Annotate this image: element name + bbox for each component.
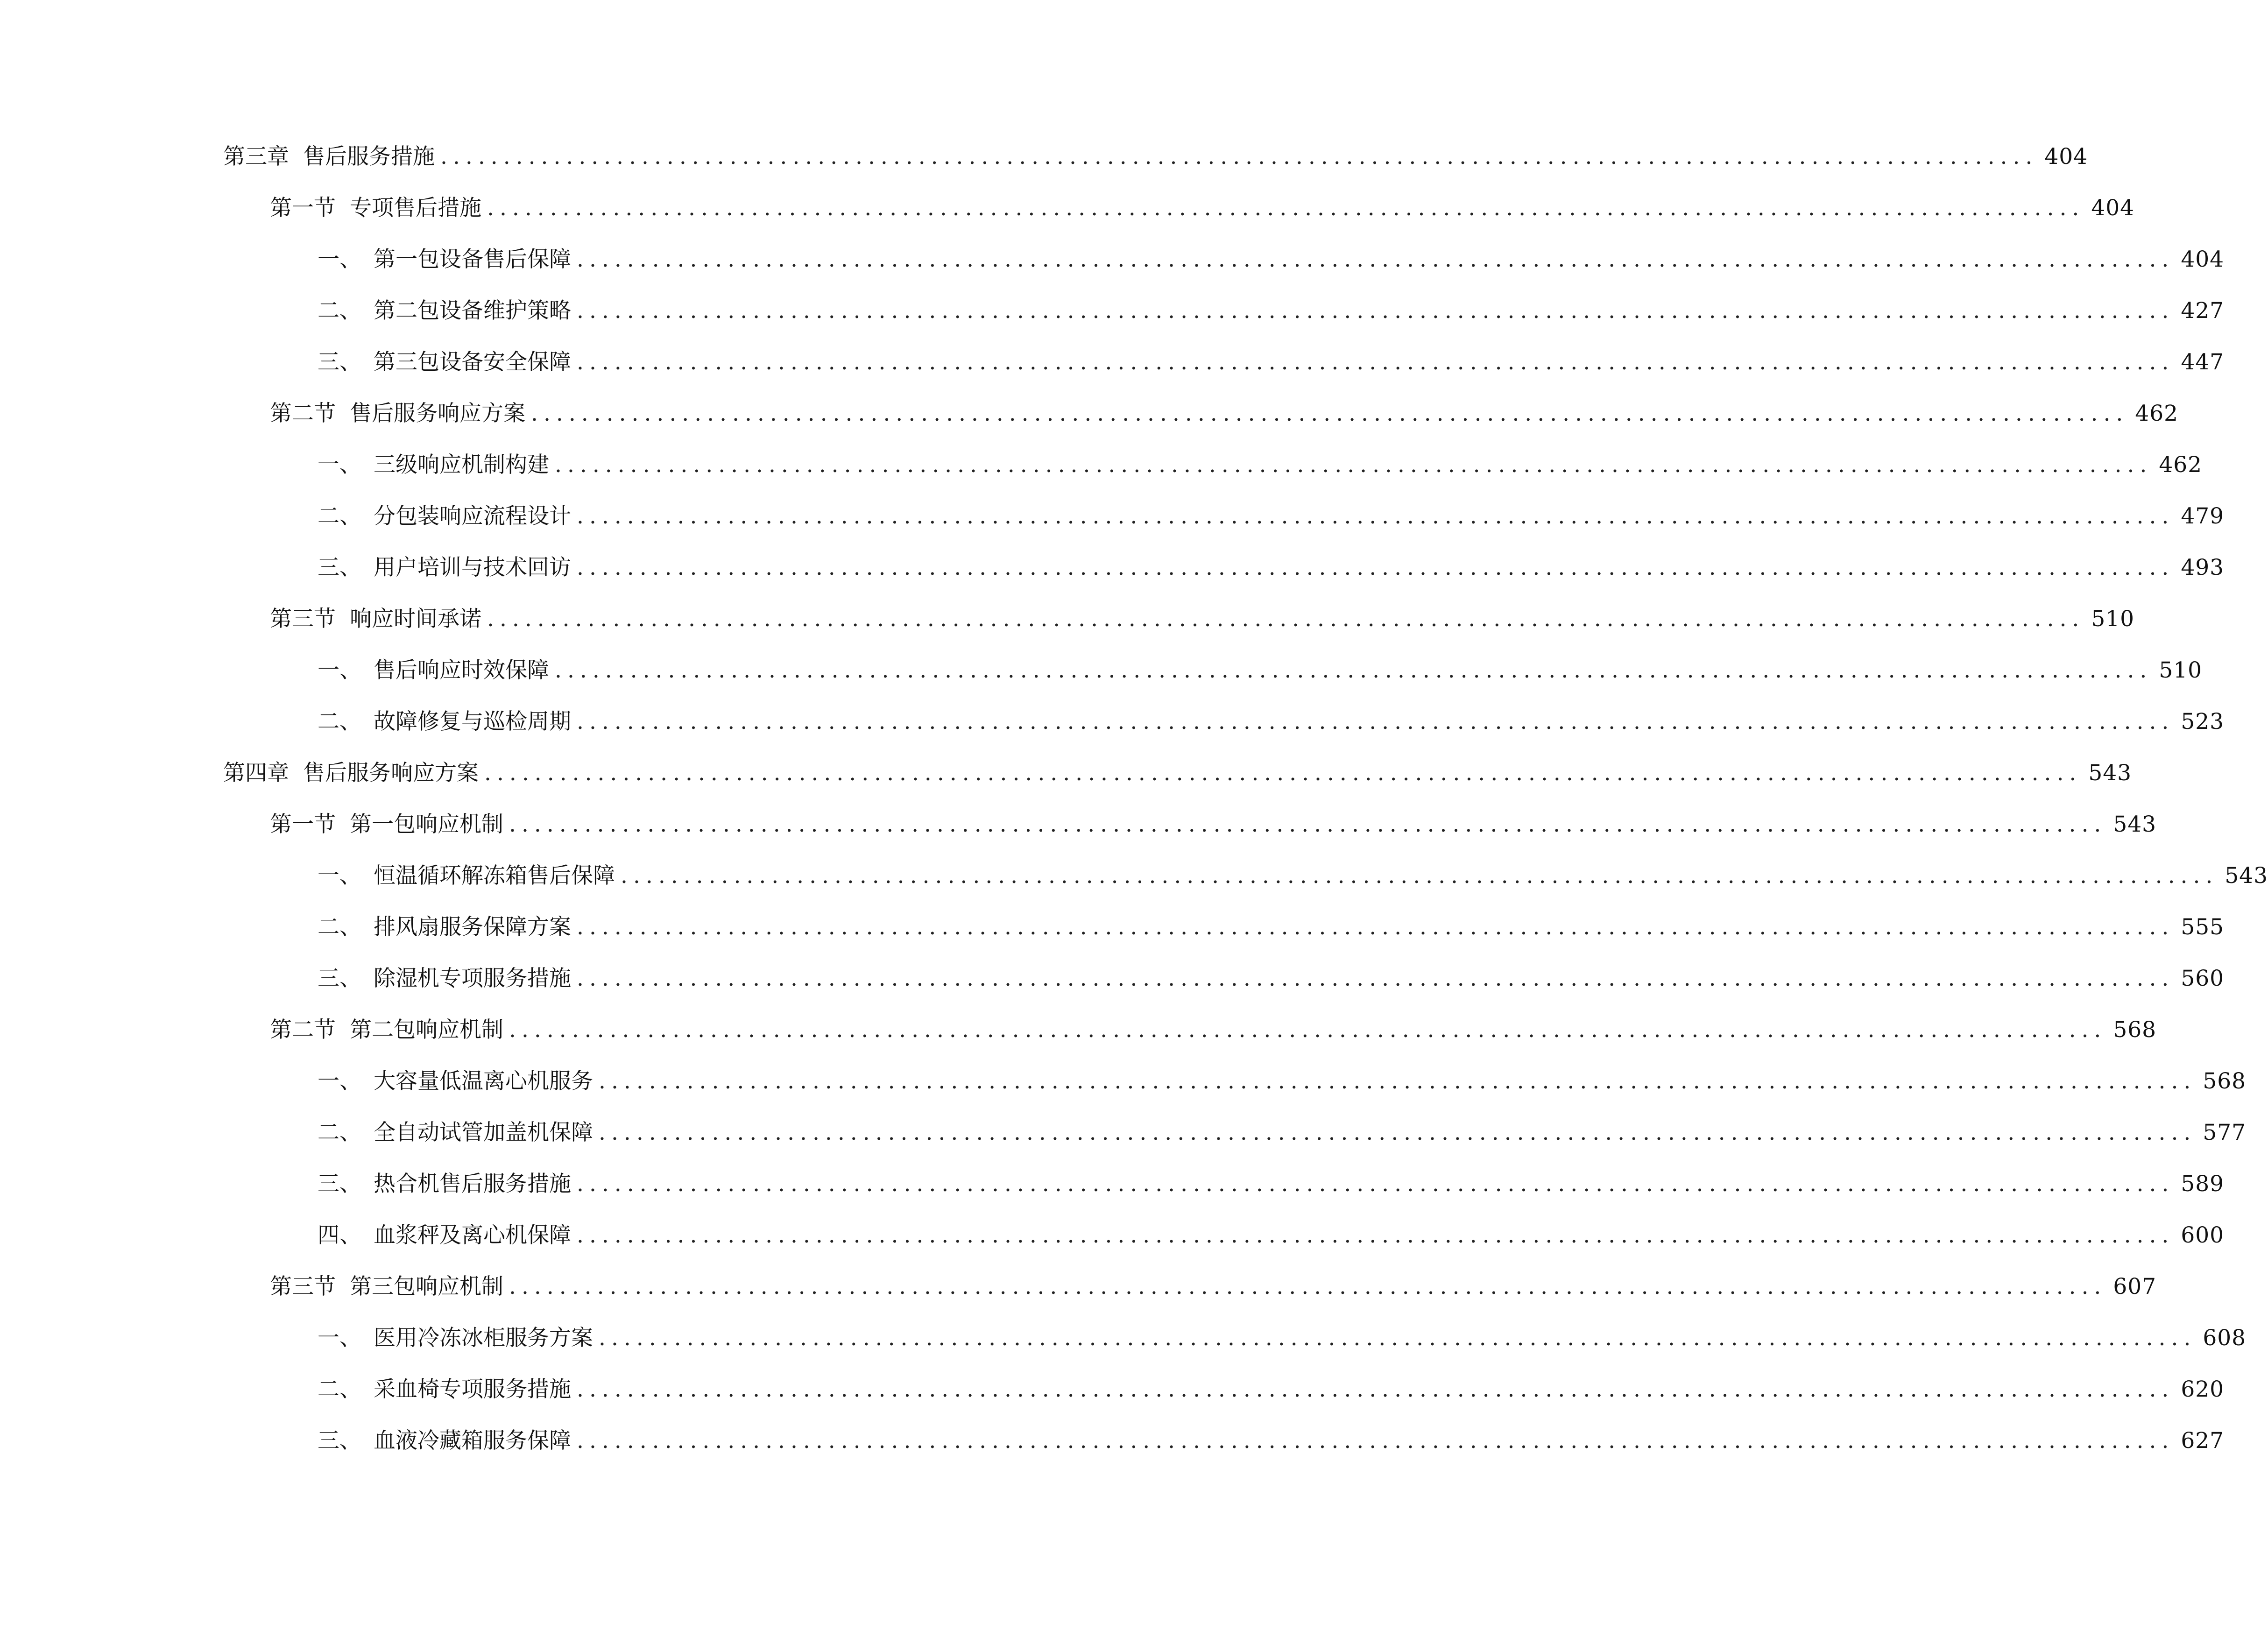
dot-leader: ............................................................................................................................... (577, 1376, 2175, 1402)
toc-entry-subsection[interactable] (318, 549, 2225, 586)
toc-entry-page: 560 (2181, 965, 2225, 991)
toc-entry-page: 577 (2203, 1119, 2247, 1145)
toc-entry-page: 568 (2203, 1068, 2247, 1094)
toc-entry-prefix: 第三节 (270, 606, 336, 632)
toc-entry-title: 售后服务响应方案 (350, 400, 525, 426)
toc-entry-prefix: 一、 (318, 246, 361, 272)
toc-entry-page: 493 (2181, 554, 2225, 580)
dot-leader: ............................................................................................................................... (509, 1273, 2107, 1299)
toc-entry-prefix: 三、 (318, 554, 361, 580)
toc-entry-prefix: 第二节 (270, 1017, 336, 1043)
toc-entry-prefix: 第二节 (270, 400, 336, 426)
toc-entry-page: 589 (2181, 1171, 2225, 1197)
toc-entry-title: 售后响应时效保障 (374, 657, 549, 683)
toc-entry-page: 600 (2181, 1222, 2225, 1248)
toc-entry-page: 608 (2203, 1325, 2247, 1351)
toc-entry-title: 三级响应机制构建 (374, 452, 549, 478)
toc-entry-subsection[interactable] (318, 857, 2268, 894)
toc-entry-page: 543 (2225, 862, 2268, 889)
toc-entry-title: 第一包响应机制 (350, 811, 503, 837)
toc-entry-prefix: 第三章 (223, 143, 289, 169)
toc-entry-page: 404 (2044, 143, 2088, 169)
toc-entry-page: 555 (2181, 914, 2225, 940)
toc-entry-prefix: 三、 (318, 1427, 361, 1454)
dot-leader: ............................................................................................................................... (509, 811, 2107, 837)
dot-leader: ............................................................................................................................... (621, 862, 2219, 889)
toc-entry-title: 响应时间承诺 (350, 606, 481, 632)
toc-entry-prefix: 一、 (318, 862, 361, 889)
toc-entry-title: 第三包响应机制 (350, 1273, 503, 1299)
toc-entry-subsection[interactable] (318, 1114, 2247, 1151)
toc-entry-section[interactable] (270, 189, 2135, 226)
toc-entry-title: 除湿机专项服务措施 (374, 965, 571, 991)
dot-leader: ............................................................................................................................... (577, 965, 2175, 991)
toc-entry-page: 568 (2113, 1017, 2157, 1043)
toc-entry-page: 404 (2091, 195, 2135, 221)
toc-entry-title: 第二包设备维护策略 (374, 297, 571, 324)
toc-entry-page: 427 (2181, 297, 2225, 324)
toc-entry-page: 510 (2091, 606, 2135, 632)
toc-entry-subsection[interactable] (318, 1422, 2225, 1459)
toc-entry-prefix: 二、 (318, 708, 361, 734)
toc-entry-prefix: 二、 (318, 1119, 361, 1145)
toc-entry-section[interactable] (270, 395, 2179, 432)
dot-leader: ............................................................................................................................... (577, 1222, 2175, 1248)
dot-leader: ............................................................................................................................... (440, 143, 2038, 169)
toc-entry-title: 用户培训与技术回访 (374, 554, 571, 580)
toc-entry-title: 医用冷冻冰柜服务方案 (374, 1325, 593, 1351)
toc-entry-title: 全自动试管加盖机保障 (374, 1119, 593, 1145)
toc-entry-subsection[interactable] (318, 703, 2225, 740)
toc-entry-subsection[interactable] (318, 651, 2203, 689)
toc-entry-prefix: 第三节 (270, 1273, 336, 1299)
toc-entry-page: 404 (2181, 246, 2225, 272)
toc-entry-subsection[interactable] (318, 908, 2225, 946)
toc-entry-subsection[interactable] (318, 960, 2225, 997)
dot-leader: ............................................................................................................................... (555, 657, 2153, 683)
dot-leader: ............................................................................................................................... (577, 297, 2175, 324)
toc-entry-prefix: 三、 (318, 1171, 361, 1197)
dot-leader: ............................................................................................................................... (484, 760, 2082, 786)
dot-leader: ............................................................................................................................... (531, 400, 2129, 426)
toc-entry-page: 462 (2159, 452, 2203, 478)
dot-leader: ............................................................................................................................... (599, 1325, 2197, 1351)
toc-entry-subsection[interactable] (318, 446, 2203, 483)
toc-entry-title: 采血椅专项服务措施 (374, 1376, 571, 1402)
dot-leader: ............................................................................................................................... (487, 606, 2085, 632)
toc-entry-page: 510 (2159, 657, 2203, 683)
toc-entry-prefix: 二、 (318, 914, 361, 940)
toc-entry-section[interactable] (270, 600, 2135, 637)
dot-leader: ............................................................................................................................... (577, 708, 2175, 734)
dot-leader: ............................................................................................................................... (577, 349, 2175, 375)
toc-entry-prefix: 三、 (318, 349, 361, 375)
toc-entry-page: 607 (2113, 1273, 2157, 1299)
toc-entry-prefix: 四、 (318, 1222, 361, 1248)
toc-entry-prefix: 二、 (318, 297, 361, 324)
dot-leader: ............................................................................................................................... (599, 1119, 2197, 1145)
toc-entry-prefix: 一、 (318, 1068, 361, 1094)
toc-entry-prefix: 二、 (318, 1376, 361, 1402)
toc-entry-subsection[interactable] (318, 240, 2225, 278)
dot-leader: ............................................................................................................................... (509, 1017, 2107, 1043)
toc-entry-subsection[interactable] (318, 1062, 2247, 1100)
toc-entry-title: 第三包设备安全保障 (374, 349, 571, 375)
toc-entry-prefix: 一、 (318, 452, 361, 478)
toc-entry-prefix: 第一节 (270, 195, 336, 221)
toc-entry-subsection[interactable] (318, 497, 2225, 535)
toc-entry-chapter-3[interactable] (223, 138, 2088, 175)
toc-entry-title: 大容量低温离心机服务 (374, 1068, 593, 1094)
toc-entry-page: 543 (2088, 760, 2132, 786)
toc-entry-page: 620 (2181, 1376, 2225, 1402)
dot-leader: ............................................................................................................................... (555, 452, 2153, 478)
toc-entry-page: 627 (2181, 1427, 2225, 1454)
dot-leader: ............................................................................................................................... (599, 1068, 2197, 1094)
toc-entry-section[interactable] (270, 1011, 2157, 1048)
toc-entry-title: 血液冷藏箱服务保障 (374, 1427, 571, 1454)
toc-entry-title: 恒温循环解冻箱售后保障 (374, 862, 615, 889)
toc-entry-subsection[interactable] (318, 1216, 2225, 1254)
dot-leader: ............................................................................................................................... (577, 246, 2175, 272)
toc-entry-title: 专项售后措施 (350, 195, 481, 221)
toc-entry-title: 分包装响应流程设计 (374, 503, 571, 529)
toc-entry-page: 447 (2181, 349, 2225, 375)
toc-entry-title: 第二包响应机制 (350, 1017, 503, 1043)
toc-entry-page: 523 (2181, 708, 2225, 734)
toc-entry-prefix: 一、 (318, 657, 361, 683)
toc-entry-title: 排风扇服务保障方案 (374, 914, 571, 940)
toc-entry-prefix: 二、 (318, 503, 361, 529)
toc-entry-subsection[interactable] (318, 1165, 2225, 1202)
toc-entry-page: 479 (2181, 503, 2225, 529)
toc-entry-title: 售后服务响应方案 (303, 760, 479, 786)
toc-entry-chapter-4[interactable] (223, 754, 2132, 791)
toc-entry-subsection[interactable] (318, 1370, 2225, 1408)
toc-entry-title: 售后服务措施 (303, 143, 435, 169)
dot-leader: ............................................................................................................................... (577, 1171, 2175, 1197)
toc-entry-prefix: 第四章 (223, 760, 289, 786)
toc-entry-subsection[interactable] (318, 1319, 2247, 1356)
toc-entry-subsection[interactable] (318, 343, 2225, 381)
dot-leader: ............................................................................................................................... (487, 195, 2085, 221)
toc-entry-title: 第一包设备售后保障 (374, 246, 571, 272)
toc-entry-page: 543 (2113, 811, 2157, 837)
toc-entry-section[interactable] (270, 805, 2157, 843)
toc-entry-section[interactable] (270, 1268, 2157, 1305)
toc-entry-title: 热合机售后服务措施 (374, 1171, 571, 1197)
toc-entry-page: 462 (2135, 400, 2179, 426)
dot-leader: ............................................................................................................................... (577, 554, 2175, 580)
toc-entry-prefix: 三、 (318, 965, 361, 991)
dot-leader: ............................................................................................................................... (577, 1427, 2175, 1454)
toc-entry-title: 血浆秤及离心机保障 (374, 1222, 571, 1248)
toc-entry-prefix: 第一节 (270, 811, 336, 837)
toc-entry-subsection[interactable] (318, 292, 2225, 329)
dot-leader: ............................................................................................................................... (577, 914, 2175, 940)
dot-leader: ............................................................................................................................... (577, 503, 2175, 529)
toc-entry-prefix: 一、 (318, 1325, 361, 1351)
toc-entry-title: 故障修复与巡检周期 (374, 708, 571, 734)
